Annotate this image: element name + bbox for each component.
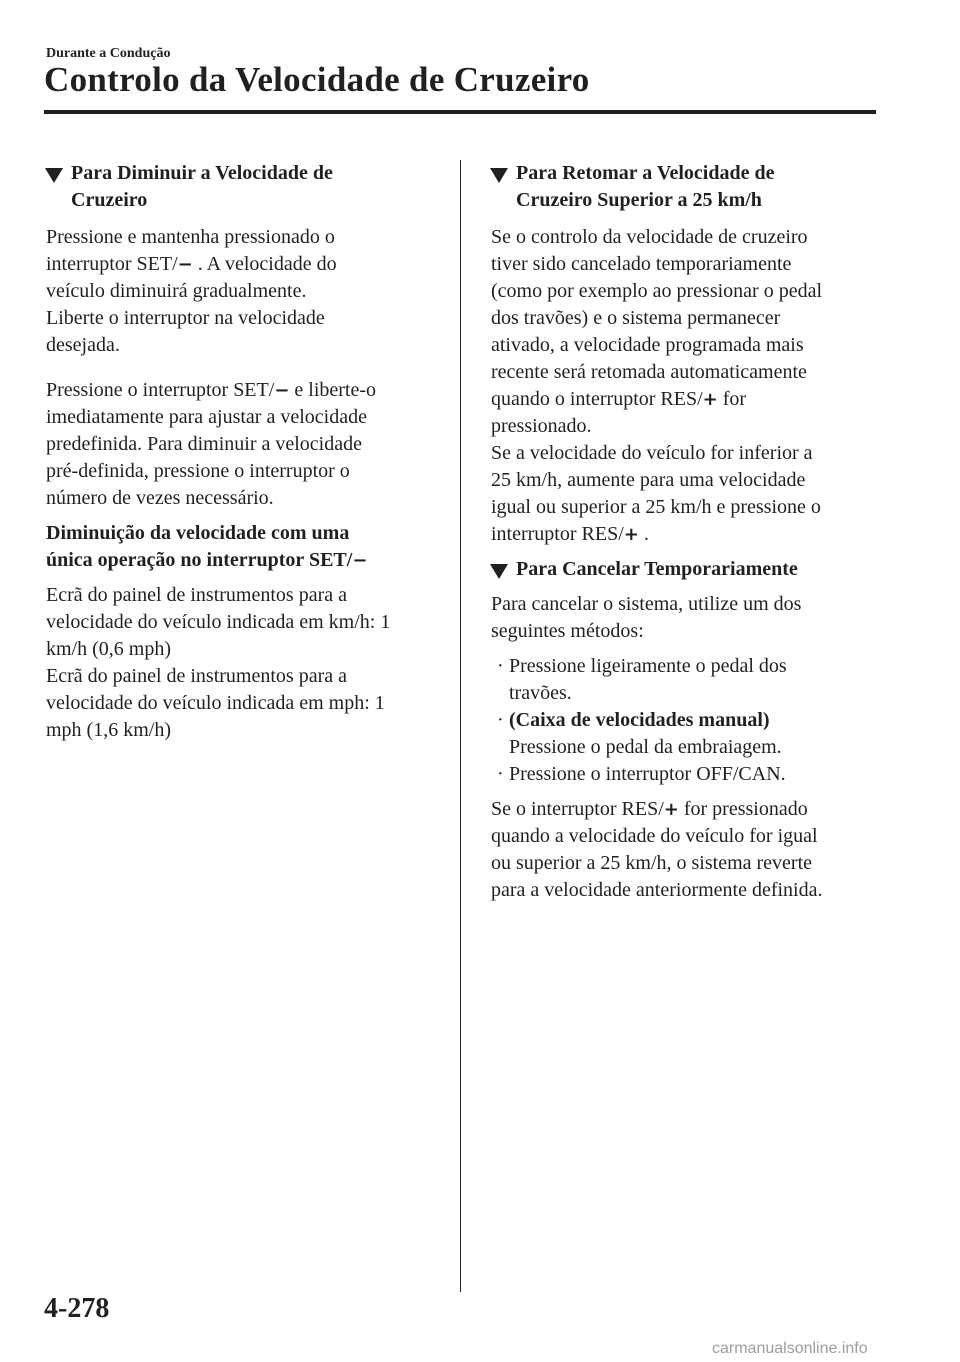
left-column bbox=[46, 160, 446, 744]
header-divider bbox=[44, 110, 876, 114]
paragraph-cancel-intro: Para cancelar o sistema, utilize um dos seguintes métodos: bbox=[491, 593, 802, 642]
triangle-bullet-icon bbox=[45, 168, 63, 183]
list-item: · Pressione o interruptor OFF/CAN. bbox=[491, 761, 891, 788]
plus-icon: + bbox=[623, 524, 639, 545]
paragraph-res-revert: Se o interruptor RES/+ for pressionado quando a velocidade do veículo for igual ou superior a 25 km/h, o sistema reverte para a velocidade anteriormente definida. bbox=[491, 798, 823, 901]
paragraph-resume: Se o controlo da velocidade de cruzeiro tiver sido cancelado temporariamente (como por exemplo ao pressionar o pedal dos travões) e o sistema permanecer ativado, a velocidade programada mais recente será retomada automaticamente quando o interruptor RES/+ for pressionado. Se a velocidade do veículo for inferior a 25 km/h, aumente para uma velocidade igual ou superior a 25 km/h e pressione o interruptor RES/+ . bbox=[491, 226, 823, 545]
paragraph-press-set: Pressione o interruptor SET/− e liberte-o imediatamente para ajustar a velocidade predefinida. Para diminuir a velocidade pré-definida, pressione o interruptor o número de vezes necessário. bbox=[46, 379, 377, 509]
subheading-single-operation: Diminuição da velocidade com uma única operação no interruptor SET/− bbox=[46, 522, 368, 571]
bullet-icon: · bbox=[497, 763, 504, 785]
page-title: Controlo da Velocidade de Cruzeiro bbox=[44, 60, 590, 99]
plus-icon: + bbox=[702, 389, 718, 410]
section-heading-resume: Para Retomar a Velocidade de Cruzeiro Superior a 25 km/h bbox=[491, 160, 891, 214]
watermark: carmanualsonline.info bbox=[712, 1340, 868, 1357]
section-heading-decrease: Para Diminuir a Velocidade de Cruzeiro bbox=[46, 160, 446, 214]
bullet-icon: · bbox=[497, 655, 504, 677]
paragraph-hold-set: Pressione e mantenha pressionado o interruptor SET/− . A velocidade do veículo diminuirá gradualmente. Liberte o interruptor na velocidade desejada. bbox=[46, 226, 337, 356]
page-number: 4-278 bbox=[44, 1293, 110, 1324]
triangle-bullet-icon bbox=[490, 168, 508, 183]
minus-icon: − bbox=[177, 254, 193, 275]
triangle-bullet-icon bbox=[490, 564, 508, 579]
bullet-icon: · bbox=[497, 709, 504, 731]
plus-icon: + bbox=[663, 799, 679, 820]
column-divider bbox=[460, 160, 461, 1292]
section-heading-cancel: Para Cancelar Temporariamente bbox=[491, 556, 891, 583]
chapter-label: Durante a Condução bbox=[46, 46, 171, 61]
right-column bbox=[491, 160, 891, 904]
minus-icon: − bbox=[274, 380, 290, 401]
list-item: · (Caixa de velocidades manual) Pressione o pedal da embraiagem. bbox=[497, 709, 782, 758]
list-item: · Pressione ligeiramente o pedal dos travões. bbox=[497, 655, 787, 704]
minus-icon: − bbox=[352, 550, 368, 571]
paragraph-display-units: Ecrã do painel de instrumentos para a velocidade do veículo indicada em km/h: 1 km/h (0,6 mph) Ecrã do painel de instrumentos para a velocidade do veículo indicada em mph: 1 mph (1,6 km/h) bbox=[46, 584, 391, 741]
cancel-methods-list bbox=[491, 653, 891, 788]
